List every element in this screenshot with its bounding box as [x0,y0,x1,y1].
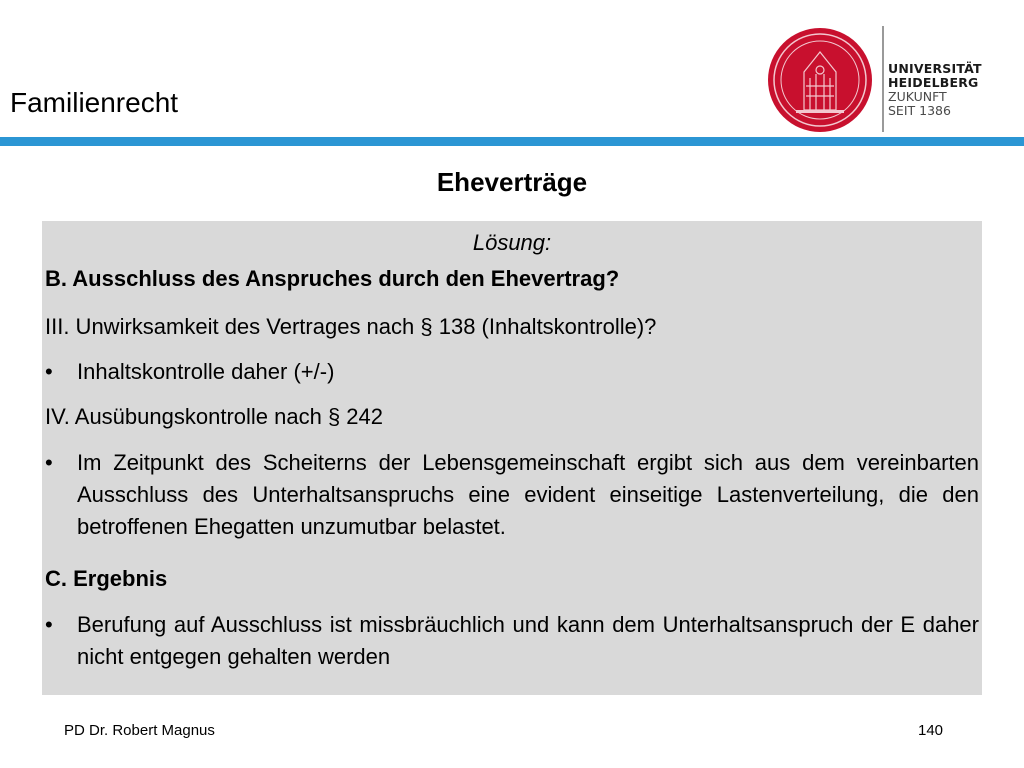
section-title: Familienrecht [10,87,179,118]
bullet-item-3 [45,609,979,673]
bullet-text-2: Im Zeitpunkt des Scheiterns der Lebensgemeinschaft ergibt sich aus dem vereinbarten Ausschluss des Unterhaltsanspruchs eine evident einseitige Lastenverteilung, die den betroffenen Ehegatten unzumutbar belastet. [77,450,979,539]
bullet-text-1: Inhaltskontrolle daher (+/-) [77,359,335,384]
bullet-item-2 [45,447,979,543]
bullet-text-3: Berufung auf Ausschluss ist missbräuchlich und kann dem Unterhaltsanspruch der E daher nicht entgegen gehalten werden [77,612,979,669]
point-c: C. Ergebnis [45,566,168,591]
point-iii: III. Unwirksamkeit des Vertrages nach § 138 (Inhaltskontrolle)? [45,314,657,339]
content-box [42,221,982,695]
bullet-icon: • [45,450,53,475]
header-bar [0,137,1024,146]
logo-divider [882,26,884,132]
university-seal-icon [766,26,874,134]
solution-heading: Lösung: [472,230,552,255]
university-logo [766,26,1016,136]
footer-author: PD Dr. Robert Magnus [64,722,215,739]
point-iv: IV. Ausübungskontrolle nach § 242 [45,404,384,429]
bullet-icon: • [45,612,53,637]
page-number: 140 [918,722,944,739]
logo-wordmark: UNIVERSITÄT HEIDELBERG ZUKUNFT SEIT 1386 [888,61,982,118]
slide-title: Eheverträge [436,167,588,197]
bullet-item-1 [45,356,979,388]
bullet-icon: • [45,359,53,384]
point-b: B. Ausschluss des Anspruches durch den Ehevertrag? [45,266,620,291]
